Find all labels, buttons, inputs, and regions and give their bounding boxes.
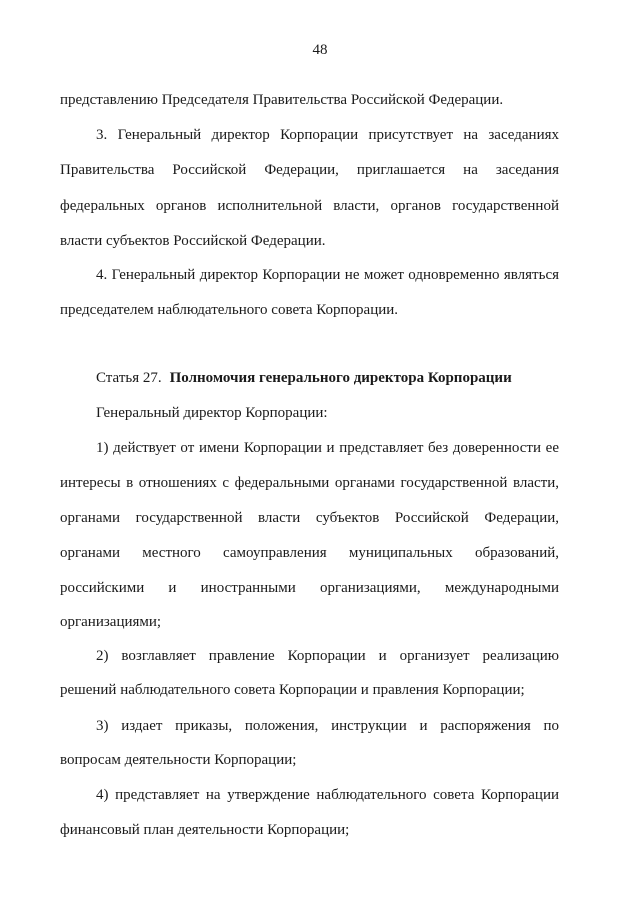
- text-line: российскими и иностранными организациями, международными: [60, 580, 559, 596]
- text-line: федеральных органов исполнительной власти, органов государственной: [60, 198, 559, 214]
- text-line: представлению Председателя Правительства Российской Федерации.: [60, 92, 504, 108]
- article-title: Полномочия генерального директора Корпорации: [169, 370, 512, 386]
- text-line: 3) издает приказы, положения, инструкции и распоряжения по: [96, 718, 559, 734]
- text-line: организациями;: [60, 614, 162, 630]
- article-label: Статья 27.: [96, 370, 162, 386]
- text-line: председателем наблюдательного совета Корпорации.: [60, 302, 399, 318]
- text-line: органами местного самоуправления муниципальных образований,: [60, 545, 559, 561]
- text-line: интересы в отношениях с федеральными органами государственной власти,: [60, 475, 559, 491]
- text-line: 3. Генеральный директор Корпорации присутствует на заседаниях: [96, 127, 559, 143]
- text-line: вопросам деятельности Корпорации;: [60, 752, 297, 768]
- text-line: 1) действует от имени Корпорации и представляет без доверенности ее: [96, 440, 559, 456]
- page-number: 48: [312, 42, 328, 58]
- text-line: 2) возглавляет правление Корпорации и организует реализацию: [96, 648, 559, 664]
- text-line: Генеральный директор Корпорации:: [96, 405, 328, 421]
- text-line: финансовый план деятельности Корпорации;: [60, 822, 350, 838]
- article-heading: [96, 368, 512, 388]
- text-line: власти субъектов Российской Федерации.: [60, 233, 326, 249]
- text-line: 4) представляет на утверждение наблюдательного совета Корпорации: [96, 787, 559, 803]
- text-line: органами государственной власти субъектов Российской Федерации,: [60, 510, 559, 526]
- text-line: 4. Генеральный директор Корпорации не может одновременно являться: [96, 267, 559, 283]
- text-line: решений наблюдательного совета Корпорации и правления Корпорации;: [60, 682, 525, 698]
- text-line: Правительства Российской Федерации, приглашается на заседания: [60, 162, 559, 178]
